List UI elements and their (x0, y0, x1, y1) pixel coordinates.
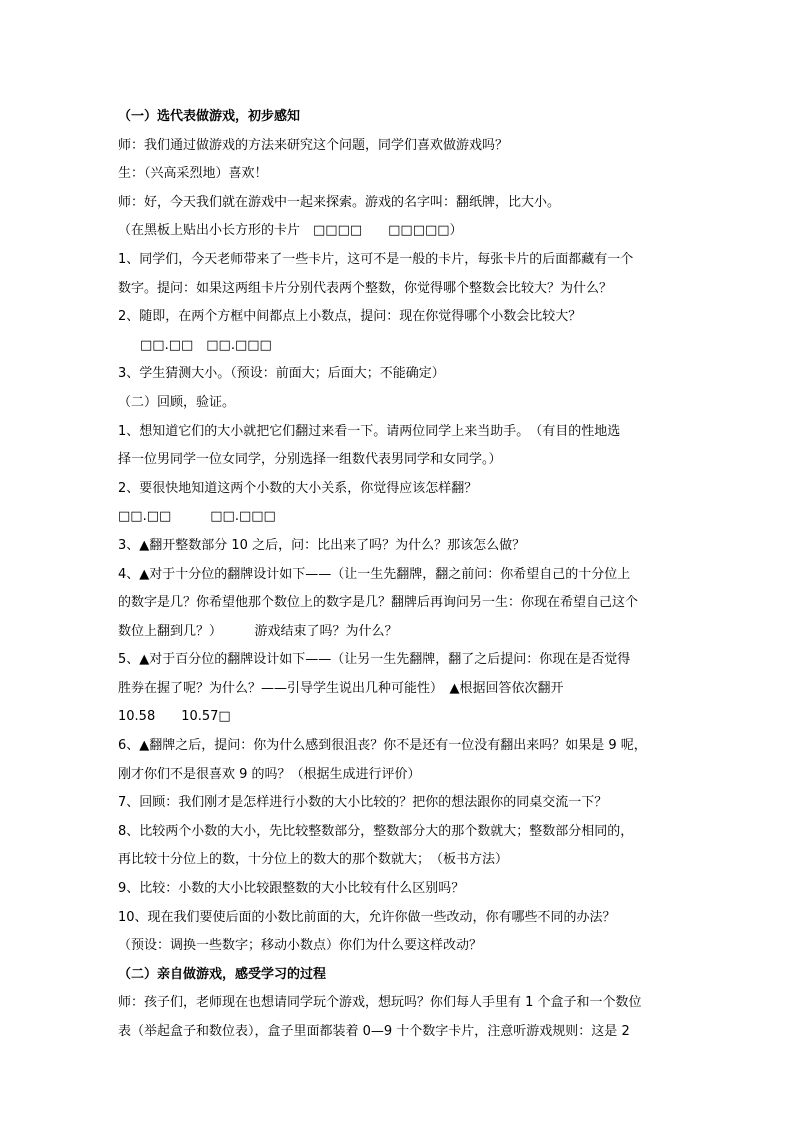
text-line: 择一位男同学一位女同学，分别选择一组数代表男同学和女同学。） (118, 452, 502, 468)
text-line: 的数字是几？你希望他那个数位上的数字是几？翻牌后再询问另一生：你现在希望自己这个 (118, 595, 639, 611)
section-heading: （二）亲自做游戏，感受学习的过程 (118, 966, 327, 982)
document-body (118, 103, 678, 1047)
text-line: 2、要很快地知道这两个小数的大小关系，你觉得应该怎样翻？ (118, 480, 478, 496)
text-line: 10.58 10.57□ (118, 709, 231, 725)
text-line: 6、▲翻牌之后，提问：你为什么感到很沮丧？你不是还有一位没有翻出来吗？如果是 9 呢， (118, 738, 647, 754)
text-line: 师：好，今天我们就在游戏中一起来探索。游戏的名字叫：翻纸牌，比大小。 (118, 194, 561, 210)
text-line: 刚才你们不是很喜欢 9 的吗？（根据生成进行评价） (118, 766, 421, 782)
text-line: 3、学生猜测大小。（预设：前面大；后面大；不能确定） (118, 366, 445, 382)
text-line: 1、想知道它们的大小就把它们翻过来看一下。请两位同学上来当助手。 （有目的性地选 (118, 423, 621, 439)
text-line: 7、回顾：我们刚才是怎样进行小数的大小比较的？把你的想法跟你的同桌交流一下？ (118, 795, 608, 811)
text-line: 4、▲对于十分位的翻牌设计如下——（让一生先翻牌，翻之前问：你希望自己的十分位上 (118, 566, 631, 582)
text-line: 1、同学们，今天老师带来了一些卡片，这可不是一般的卡片，每张卡片的后面都藏有一个 (118, 251, 634, 267)
text-line: 3、▲翻开整数部分 10 之后，问：比出来了吗？为什么？那该怎么做？ (118, 537, 526, 553)
text-line: （在黑板上贴出小长方形的卡片 □□□□ □□□□□） (118, 223, 463, 239)
text-line: 再比较十分位上的数，十分位上的数大的那个数就大； （板书方法） (118, 852, 509, 868)
text-line: 数字。提问：如果这两组卡片分别代表两个整数，你觉得哪个整数会比较大？为什么？ (118, 280, 613, 296)
text-line: 师：我们通过做游戏的方法来研究这个问题，同学们喜欢做游戏吗？ (118, 137, 509, 153)
text-line: 5、▲对于百分位的翻牌设计如下——（让另一生先翻牌，翻了之后提问：你现在是否觉得 (118, 652, 631, 668)
text-line: 数位上翻到几？） 游戏结束了吗？为什么？ (118, 623, 398, 639)
text-line: 师：孩子们，老师现在也想请同学玩个游戏，想玩吗？你们每人手里有 1 个盒子和一个数位 (118, 995, 642, 1011)
text-line: 表（举起盒子和数位表），盒子里面都装着 0—9 十个数字卡片，注意听游戏规则：这是 2 (118, 1024, 630, 1039)
text-line: （预设：调换一些数字；移动小数点）你们为什么要这样改动？ (118, 938, 483, 954)
text-line: 胜券在握了呢？为什么？——引导学生说出几种可能性） ▲根据回答依次翻开 (118, 680, 564, 696)
text-line: □□.□□ □□.□□□ (118, 509, 276, 525)
text-line: 2、随即，在两个方框中间都点上小数点，提问：现在你觉得哪个小数会比较大？ (118, 309, 582, 325)
text-line: （二）回顾，验证。 (118, 394, 236, 410)
text-line: □□.□□ □□.□□□ (140, 337, 272, 353)
section-heading: （一）选代表做游戏，初步感知 (118, 109, 301, 124)
text-line: 8、比较两个小数的大小，先比较整数部分，整数部分大的那个数就大；整数部分相同的， (118, 823, 634, 839)
text-line: 9、比较：小数的大小比较跟整数的大小比较有什么区别吗？ (118, 881, 465, 897)
text-line: 生：（兴高采烈地）喜欢！ (118, 166, 268, 182)
text-line: 10、现在我们要使后面的小数比前面的大，允许你做一些改动，你有哪些不同的办法？ (118, 909, 616, 925)
